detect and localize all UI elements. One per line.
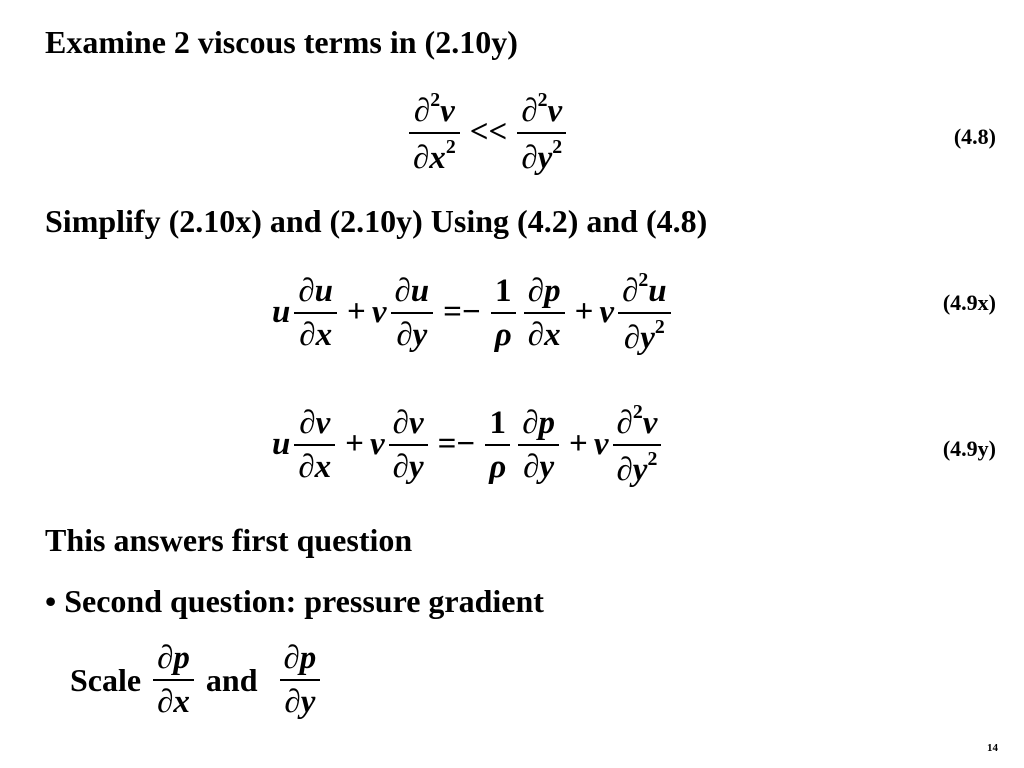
equation-4-9x: u $\frac{\partial u}{\partial x}$ + v $\frac{\partial u}{\partial y}$ =− $\frac{1}{\rho}$ $\frac{\partial p}{\partial x}$ + ν $\frac{\partial^2u}{\partial y^2}$ [272,270,675,356]
equation-number-4-8: (4.8) [953,124,996,149]
page-number: 14 [987,742,998,754]
fraction-d2v-dy2: $\frac{\partial^2v}{\partial y^2}$ [517,90,566,176]
fraction-dp-dx: $\frac{\partial p}{\partial x}$ [153,640,194,720]
equation-4-9y: u $\frac{\partial v}{\partial x}$ + v $\frac{\partial v}{\partial y}$ =− $\frac{1}{\rho}$ $\frac{\partial p}{\partial y}$ + ν $\frac{\partial^2v}{\partial y^2}$ [272,402,665,488]
and-label: and [205,661,258,698]
heading-answers: This answers first question [45,522,413,558]
fraction-dp-dy: $\frac{\partial p}{\partial y}$ [280,640,321,720]
equation-number-4-9y: (4.9y) [942,436,996,461]
bullet-second-question: • Second question: pressure gradient [45,583,544,619]
scale-label: Scale [70,661,142,698]
equation-number-4-9x: (4.9x) [942,290,996,315]
scale-row [70,640,324,720]
heading-simplify: Simplify (2.10x) and (2.10y) Using (4.2) and (4.8) [45,203,708,239]
equation-4-8: $\frac{\partial^2v}{\partial x^2}$ << $\frac{\partial^2v}{\partial y^2}$ [405,90,570,176]
fraction-d2v-dx2: $\frac{\partial^2v}{\partial x^2}$ [409,90,460,176]
heading-examine: Examine 2 viscous terms in (2.10y) [45,24,518,60]
